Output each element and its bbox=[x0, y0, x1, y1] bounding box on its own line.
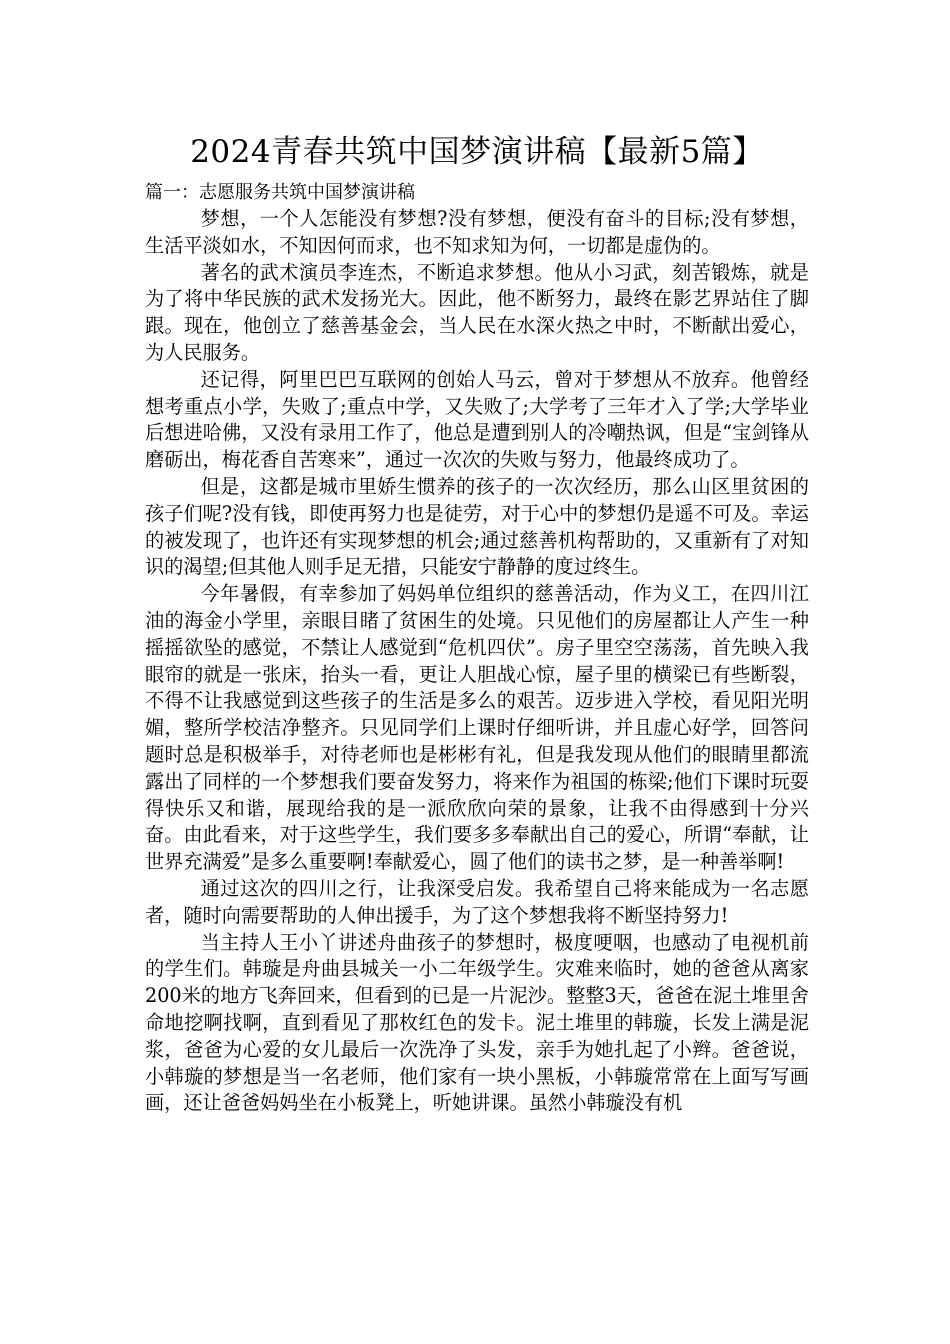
paragraph-5: 今年暑假，有幸参加了妈妈单位组织的慈善活动，作为义工，在四川江油的海金小学里，亲眼目睹了贫困生的处境。只见他们的房屋都让人产生一种摇摇欲坠的感觉，不禁让人感觉到“危机四伏”。房子里空空荡荡，首先映入我眼帘的就是一张床，抬头一看，更让人胆战心惊，屋子里的横梁已有些断裂，不得不让我感觉到这些孩子的生活是多么的艰苦。迈步进入学校，看见阳光明媚，整所学校洁净整齐。只见同学们上课时仔细听讲，并且虚心好学，回答问题时总是积极举手，对待老师也是彬彬有礼，但是我发现从他们的眼睛里都流露出了同样的一个梦想我们要奋发努力，将来作为祖国的栋梁;他们下课时玩耍得快乐又和谐，展现给我的是一派欣欣向荣的景象，让我不由得感到十分兴奋。由此看来，对于这些学生，我们要多多奉献出自己的爱心，所谓“奉献，让世界充满爱”是多么重要啊!奉献爱心，圆了他们的读书之梦，是一种善举啊! bbox=[145, 582, 809, 874]
document-page bbox=[145, 130, 809, 1117]
paragraph-6: 通过这次的四川之行，让我深受启发。我希望自己将来能成为一名志愿者，随时向需要帮助的人伸出援手，为了这个梦想我将不断坚持努力! bbox=[145, 876, 809, 927]
section-heading: 篇一：志愿服务共筑中国梦演讲稿 bbox=[145, 182, 415, 203]
document-title: 2024青春共筑中国梦演讲稿【最新5篇】 bbox=[190, 134, 764, 170]
paragraph-1: 梦想，一个人怎能没有梦想?没有梦想，便没有奋斗的目标;没有梦想，生活平淡如水，不知因何而求，也不知求知为何，一切都是虚伪的。 bbox=[145, 207, 809, 257]
paragraph-3: 还记得，阿里巴巴互联网的创始人马云，曾对于梦想从不放弃。他曾经想考重点小学，失败了;重点中学，又失败了;大学考了三年才入了学;大学毕业后想进哈佛，又没有录用工作了，他总是遭到别人的冷嘲热讽，但是“宝剑锋从磨砺出，梅花香自苦寒来”，通过一次次的失败与努力，他最终成功了。 bbox=[145, 367, 809, 472]
paragraph-2: 著名的武术演员李连杰，不断追求梦想。他从小习武，刻苦锻炼，就是为了将中华民族的武术发扬光大。因此，他不断努力，最终在影艺界站住了脚跟。现在，他创立了慈善基金会，当人民在水深火热之中时，不断献出爱心，为人民服务。 bbox=[145, 260, 809, 364]
paragraph-7: 当主持人王小丫讲述舟曲孩子的梦想时，极度哽咽，也感动了电视机前的学生们。韩璇是舟曲县城关一小二年级学生。灾难来临时，她的爸爸从离家200米的地方飞奔回来，但看到的已是一片泥沙。整整3天，爸爸在泥土堆里舍命地挖啊找啊，直到看见了那枚红色的发卡。泥土堆里的韩璇，长发上满是泥浆，爸爸为心爱的女儿最后一次洗净了头发，亲手为她扎起了小辫。爸爸说，小韩璇的梦想是当一名老师，他们家有一块小黑板，小韩璇常常在上面写写画画，还让爸爸妈妈坐在小板凳上，听她讲课。虽然小韩璇没有机 bbox=[145, 930, 809, 1115]
paragraph-4: 但是，这都是城市里娇生惯养的孩子的一次次经历，那么山区里贫困的孩子们呢?没有钱，即使再努力也是徒劳，对于心中的梦想仍是遥不可及。幸运的被发现了，也许还有实现梦想的机会;通过慈善机构帮助的，又重新有了对知识的渴望;但其他人则手足无措，只能安宁静静的度过终生。 bbox=[145, 474, 809, 579]
